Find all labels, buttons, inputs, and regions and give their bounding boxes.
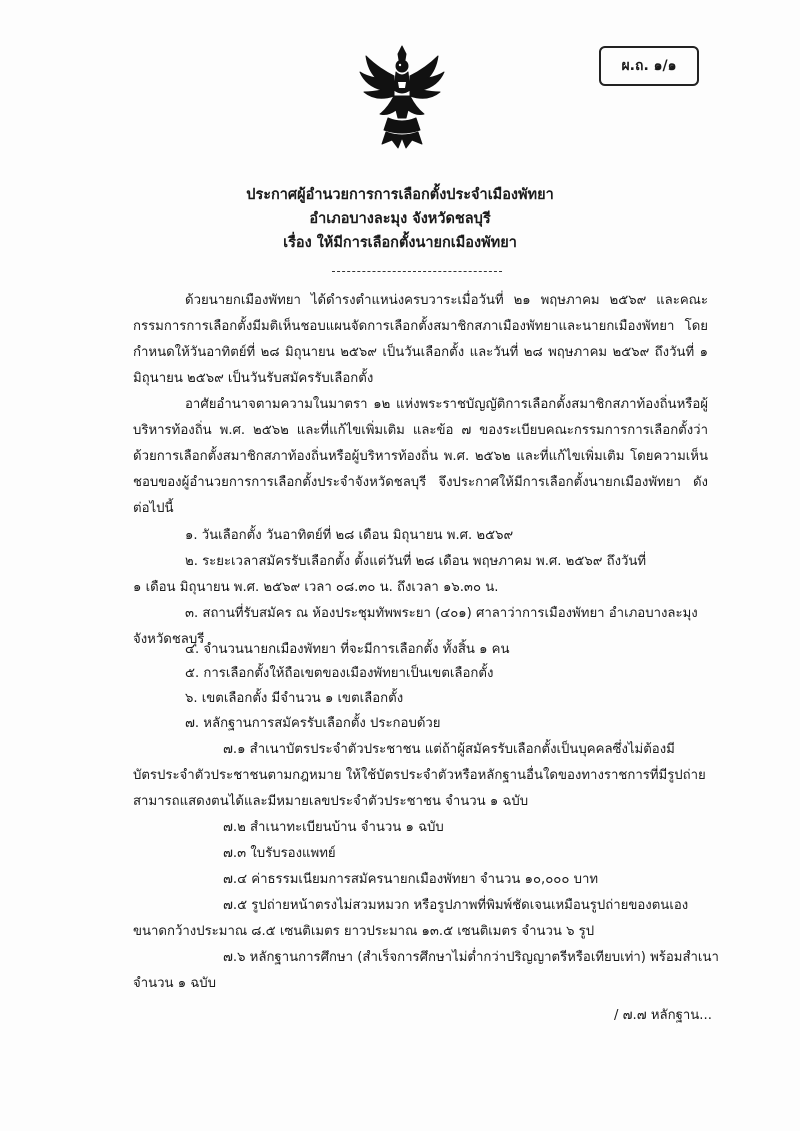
- item-1: ๑. วันเลือกตั้ง วันอาทิตย์ที่ ๒๘ เดือน มิถุนายน พ.ศ. ๒๕๖๙: [185, 528, 514, 543]
- sub-item-7-5-line-1: ๗.๕ รูปถ่ายหน้าตรงไม่สวมหมวก หรือรูปภาพที่พิมพ์ชัดเจนเหมือนรูปถ่ายของตนเอง: [223, 898, 689, 913]
- item-7: ๗. หลักฐานการสมัครรับเลือกตั้ง ประกอบด้วย: [185, 716, 441, 731]
- form-code: ผ.ถ. ๑/๑: [621, 58, 677, 74]
- sub-item-7-3: ๗.๓ ใบรับรองแพทย์: [223, 846, 336, 861]
- announcement-title: ประกาศผู้อำนวยการการเลือกตั้งประจำเมืองพัทยา: [246, 187, 554, 203]
- title-divider: [332, 271, 502, 272]
- garuda-emblem-icon: [358, 44, 446, 150]
- item-3-line-1: ๓. สถานที่รับสมัคร ณ ห้องประชุมทัพพระยา (๔๐๑) ศาลาว่าการเมืองพัทยา อำเภอบางละมุง: [185, 606, 698, 621]
- sub-item-7-5-line-2: ขนาดกว้างประมาณ ๘.๕ เซนติเมตร ยาวประมาณ ๑๓.๕ เซนติเมตร จำนวน ๖ รูป: [133, 924, 595, 939]
- sub-item-7-1-line-1: ๗.๑ สำเนาบัตรประจำตัวประชาชน แต่ถ้าผู้สมัครรับเลือกตั้งเป็นบุคคลซึ่งไม่ต้องมี: [223, 742, 675, 757]
- paragraph-2: อาศัยอำนาจตามความในมาตรา ๑๒ แห่งพระราชบัญญัติการเลือกตั้งสมาชิกสภาท้องถิ่นหรือผู้บริหารท้องถิ่น พ.ศ. ๒๕๖๒ และที่แก้ไขเพิ่มเติม และข้อ ๗ ของระเบียบคณะกรรมการการเลือกตั้งว่าด้วยการเลือกตั้งสมาชิกสภาท้องถิ่นหรือผู้บริหารท้องถิ่น พ.ศ. ๒๕๖๒ และที่แก้ไขเพิ่มเติม โดยความเห็นชอบของผู้อำนวยการการเลือกตั้งประจำจังหวัดชลบุรี จึงประกาศให้มีการเลือกตั้งนายกเมืองพัทยา ดังต่อไปนี้: [133, 397, 708, 516]
- item-2-line-2: ๑ เดือน มิถุนายน พ.ศ. ๒๕๖๙ เวลา ๐๘.๓๐ น. ถึงเวลา ๑๖.๓๐ น.: [133, 580, 499, 595]
- sub-item-7-4: ๗.๔ ค่าธรรมเนียมการสมัครนายกเมืองพัทยา จำนวน ๑๐,๐๐๐ บาท: [223, 872, 599, 887]
- item-3-line-2: จังหวัดชลบุรี: [133, 632, 205, 647]
- announcement-subject: เรื่อง ให้มีการเลือกตั้งนายกเมืองพัทยา: [283, 235, 517, 251]
- item-2-line-1: ๒. ระยะเวลาสมัครรับเลือกตั้ง ตั้งแต่วันที่ ๒๘ เดือน พฤษภาคม พ.ศ. ๒๕๖๙ ถึงวันที่: [185, 554, 647, 569]
- form-code-box: [599, 46, 699, 86]
- paragraph-1: ด้วยนายกเมืองพัทยา ได้ดำรงตำแหน่งครบวาระเมื่อวันที่ ๒๑ พฤษภาคม ๒๕๖๙ และคณะกรรมการการเลือกตั้งมีมติเห็นชอบแผนจัดการเลือกตั้งสมาชิกสภาเมืองพัทยาและนายกเมืองพัทยา โดยกำหนดให้วันอาทิตย์ที่ ๒๘ มิถุนายน ๒๕๖๙ เป็นวันเลือกตั้ง และวันที่ ๒๘ พฤษภาคม ๒๕๖๙ ถึงวันที่ ๑ มิถุนายน ๒๕๖๙ เป็นวันรับสมัครรับเลือกตั้ง: [133, 293, 708, 386]
- sub-item-7-1-line-2: บัตรประจำตัวประชาชนตามกฎหมาย ให้ใช้บัตรประจำตัวหรือหลักฐานอื่นใดของทางราชการที่มีรูปถ่าย: [133, 768, 706, 783]
- sub-item-7-6-line-1: ๗.๖ หลักฐานการศึกษา (สำเร็จการศึกษาไม่ต่ำกว่าปริญญาตรีหรือเทียบเท่า) พร้อมสำเนา: [223, 950, 719, 965]
- item-4: ๔. จำนวนนายกเมืองพัทยา ที่จะมีการเลือกตั้ง ทั้งสิ้น ๑ คน: [185, 642, 510, 657]
- continuation-note: / ๗.๗ หลักฐาน...: [614, 1008, 712, 1023]
- item-6: ๖. เขตเลือกตั้ง มีจำนวน ๑ เขตเลือกตั้ง: [185, 691, 404, 706]
- sub-item-7-6-line-2: จำนวน ๑ ฉบับ: [133, 976, 217, 991]
- sub-item-7-2: ๗.๒ สำเนาทะเบียนบ้าน จำนวน ๑ ฉบับ: [223, 820, 444, 835]
- sub-item-7-1-line-3: สามารถแสดงตนได้และมีหมายเลขประจำตัวประชาชน จำนวน ๑ ฉบับ: [133, 794, 529, 809]
- item-5: ๕. การเลือกตั้งให้ถือเขตของเมืองพัทยาเป็นเขตเลือกตั้ง: [185, 666, 494, 681]
- announcement-district: อำเภอบางละมุง จังหวัดชลบุรี: [309, 211, 491, 227]
